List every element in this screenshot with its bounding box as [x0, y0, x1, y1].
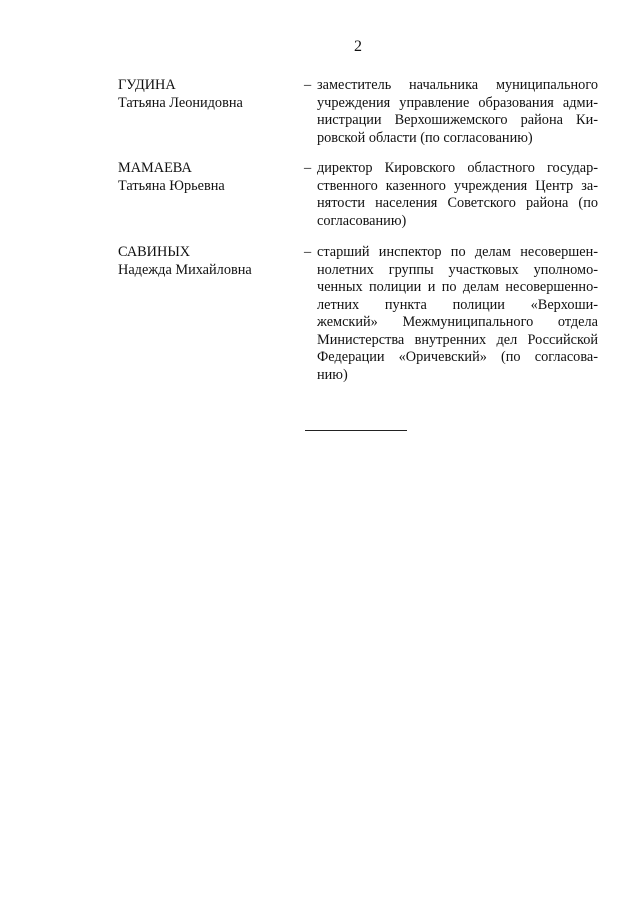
member-position: [317, 77, 598, 147]
member-given-names: Татьяна Юрьевна: [118, 177, 225, 194]
position-line: нолетних группы участковых уполномо-: [317, 261, 598, 278]
member-surname: САВИНЫХ: [118, 244, 191, 260]
position-line: ственного казенного учреждения Центр за-: [317, 177, 598, 194]
position-line: Федерации «Оричевский» (по согласова-: [317, 349, 598, 365]
list-dash: –: [304, 77, 312, 93]
position-line: летних пункта полиции «Верхоши-: [317, 296, 598, 313]
member-name: [118, 77, 293, 112]
member-surname: ГУДИНА: [118, 77, 176, 93]
member-name: [118, 244, 293, 279]
position-line: ченных полиции и по делам несовершенно-: [317, 279, 598, 295]
list-dash: –: [304, 244, 312, 260]
position-line: нию): [317, 366, 348, 383]
position-line: старший инспектор по делам несовершен-: [317, 244, 598, 260]
list-dash: –: [304, 160, 312, 176]
member-given-names: Татьяна Леонидовна: [118, 94, 243, 111]
position-line: заместитель начальника муниципального: [317, 77, 598, 93]
member-given-names: Надежда Михайловна: [118, 261, 252, 278]
position-line: нистрации Верхошижемского района Ки-: [317, 112, 598, 128]
position-line: жемский» Межмуниципального отдела: [317, 314, 598, 330]
position-line: согласованию): [317, 212, 407, 229]
member-position: [317, 160, 598, 230]
page-number: 2: [354, 38, 362, 55]
position-line: нятости населения Советского района (по: [317, 195, 598, 211]
member-surname: МАМАЕВА: [118, 160, 192, 176]
position-line: Министерства внутренних дел Российской: [317, 331, 598, 348]
position-line: учреждения управление образования адми-: [317, 94, 598, 111]
position-line: директор Кировского областного государ-: [317, 160, 598, 176]
closing-rule: [305, 430, 407, 431]
member-position: [317, 244, 598, 384]
position-line: ровской области (по согласованию): [317, 129, 533, 146]
member-name: [118, 160, 293, 195]
